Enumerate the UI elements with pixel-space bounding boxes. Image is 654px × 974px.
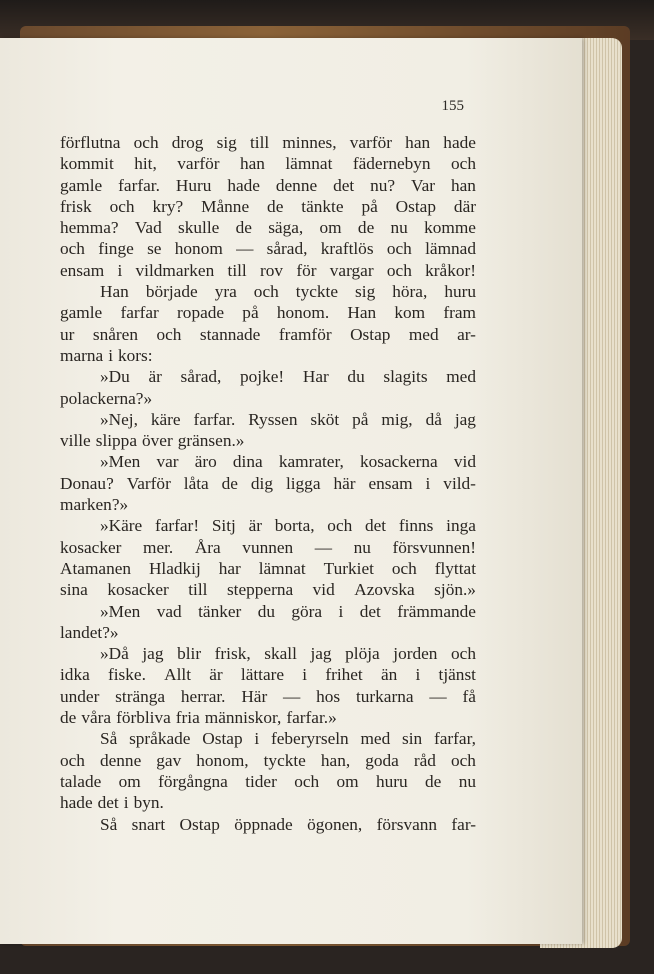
text-line: och denne gav honom, tyckte han, goda råd och — [60, 750, 476, 770]
body-text — [60, 132, 476, 835]
text-line: »Du är sårad, pojke! Har du slagits med — [100, 367, 476, 387]
book-page — [0, 38, 582, 944]
text-line: marna i kors: — [60, 345, 153, 365]
text-line: Så snart Ostap öppnade ögonen, försvann far- — [100, 814, 476, 834]
text-line: de våra förbliva fria människor, farfar.» — [60, 708, 337, 728]
text-line: kommit hit, varför han lämnat fädernebyn och — [60, 154, 476, 174]
text-line: sina kosacker till stepperna vid Azovska sjön.» — [60, 580, 476, 600]
text-line: gamle farfar. Huru hade denne det nu? Var han — [60, 175, 476, 195]
text-line: Donau? Varför låta de dig ligga här ensam i vild- — [60, 473, 476, 493]
text-line: frisk och kry? Månne de tänkte på Ostap där — [60, 196, 476, 216]
text-line: talade om förgångna tider och om huru de nu — [60, 771, 476, 791]
text-line: marken?» — [60, 495, 129, 515]
text-line: »Nej, käre farfar. Ryssen sköt på mig, då jag — [100, 409, 476, 429]
text-line: under stränga herrar. Här — hos turkarna — få — [60, 686, 476, 706]
text-line: hemma? Vad skulle de säga, om de nu komme — [60, 218, 476, 238]
text-line: idka fiske. Allt är lättare i frihet än i tjänst — [60, 665, 476, 685]
text-line: ur snåren och stannade framför Ostap med ar- — [60, 324, 476, 344]
page-number: 155 — [441, 98, 464, 114]
text-line: Så språkade Ostap i feberyrseln med sin farfar, — [100, 729, 476, 749]
text-line: landet?» — [60, 622, 119, 642]
text-line: »Men vad tänker du göra i det främmande — [100, 601, 476, 621]
text-line: »Då jag blir frisk, skall jag plöja jorden och — [100, 644, 476, 664]
text-line: polackerna?» — [60, 388, 153, 408]
text-line: och finge se honom — sårad, kraftlös och lämnad — [60, 239, 476, 259]
text-line: Atamanen Hladkij har lämnat Turkiet och flyttat — [60, 558, 476, 578]
text-line: gamle farfar ropade på honom. Han kom fram — [60, 303, 476, 323]
text-line: »Men var äro dina kamrater, kosackerna vid — [100, 452, 476, 472]
text-line: förflutna och drog sig till minnes, varför han hade — [60, 133, 476, 152]
text-line: »Käre farfar! Sitj är borta, och det finns inga — [100, 516, 476, 536]
text-line: hade det i byn. — [60, 793, 164, 813]
text-line: ensam i vildmarken till rov för vargar och kråkor! — [60, 260, 476, 280]
text-line: Han började yra och tyckte sig höra, huru — [100, 282, 476, 302]
text-line: kosacker mer. Åra vunnen — nu försvunnen! — [60, 537, 476, 557]
text-line: ville slippa över gränsen.» — [60, 431, 245, 451]
